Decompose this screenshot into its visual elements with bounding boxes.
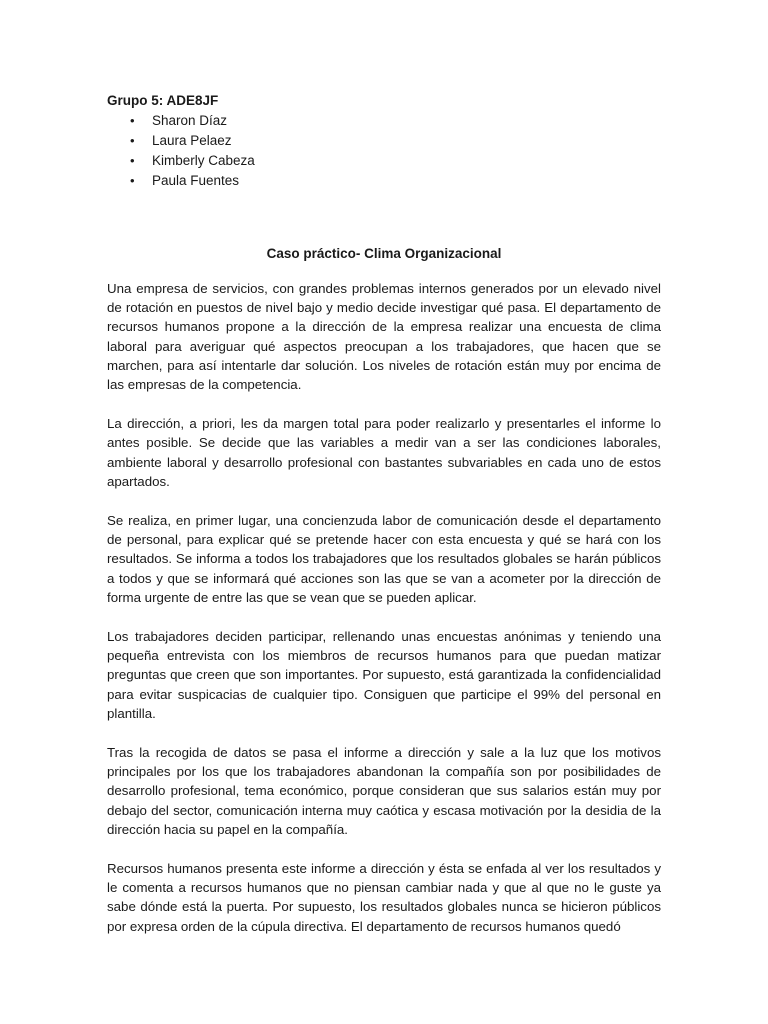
document-title: Caso práctico- Clima Organizacional xyxy=(266,246,502,261)
list-item xyxy=(107,171,255,191)
group-title: Grupo 5: ADE8JF xyxy=(107,93,219,108)
list-item xyxy=(107,151,255,171)
member-name: Kimberly Cabeza xyxy=(152,153,255,168)
member-name: Laura Pelaez xyxy=(152,133,232,148)
bullet-icon: • xyxy=(130,173,135,188)
member-list xyxy=(107,111,255,191)
paragraph: Se realiza, en primer lugar, una concienzuda labor de comunicación desde el departamento de personal, para explicar qué se pretende hacer con esta encuesta y qué se hará con los resultados. Se informa a todos los trabajadores que los resultados globales se harán públicos a todos y que se informará qué acciones son las que se van a acometer por la dirección de forma urgente de entre las que se vean que se pueden aplicar. xyxy=(107,513,661,605)
member-name: Paula Fuentes xyxy=(152,173,240,188)
member-name: Sharon Díaz xyxy=(152,113,228,128)
bullet-icon: • xyxy=(130,133,135,148)
paragraph: Los trabajadores deciden participar, rellenando unas encuestas anónimas y teniendo una pequeña entrevista con los miembros de recursos humanos para que puedan matizar preguntas que creen que son importantes. Por supuesto, está garantizada la confidencialidad para evitar suspicacias de cualquier tipo. Consiguen que participe el 99% del personal en plantilla. xyxy=(107,629,661,721)
bullet-icon: • xyxy=(130,153,135,168)
document-body xyxy=(107,279,661,956)
bullet-icon: • xyxy=(130,113,135,128)
paragraph: Recursos humanos presenta este informe a dirección y ésta se enfada al ver los resultados y le comenta a recursos humanos que no piensan cambiar nada y que al que no le guste ya sabe dónde está la puerta. Por supuesto, los resultados globales nunca se hicieron públicos por expresa orden de la cúpula directiva. El departamento de recursos humanos quedó xyxy=(107,861,661,934)
list-item xyxy=(107,131,255,151)
list-item xyxy=(107,111,255,131)
paragraph: La dirección, a priori, les da margen total para poder realizarlo y presentarles el informe lo antes posible. Se decide que las variables a medir van a ser las condiciones laborales, ambiente laboral y desarrollo profesional con bastantes subvariables en cada uno de estos apartados. xyxy=(107,416,661,489)
paragraph: Tras la recogida de datos se pasa el informe a dirección y sale a la luz que los motivos principales por los que los trabajadores abandonan la compañía son por posibilidades de desarrollo profesional, tema económico, porque consideran que sus salarios están muy por debajo del sector, comunicación interna muy caótica y escasa motivación por la desidia de la dirección hacia su papel en la compañía. xyxy=(107,745,661,837)
paragraph: Una empresa de servicios, con grandes problemas internos generados por un elevado nivel de rotación en puestos de nivel bajo y medio decide investigar qué pasa. El departamento de recursos humanos propone a la dirección de la empresa realizar una encuesta de clima laboral para averiguar qué aspectos preocupan a los trabajadores, que hacen que se marchen, para así intentarle dar solución. Los niveles de rotación están muy por encima de las empresas de la competencia. xyxy=(107,281,661,393)
